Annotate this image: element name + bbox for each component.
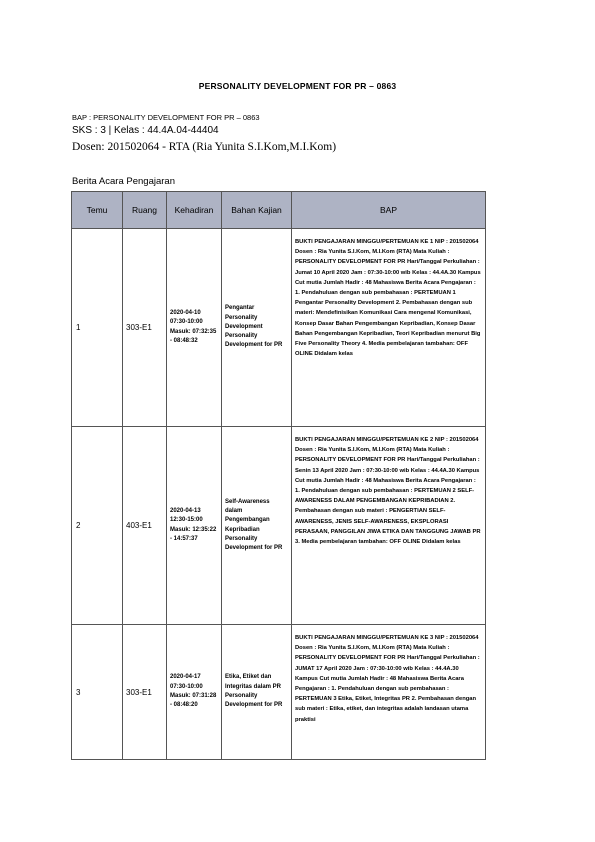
- table-row: [72, 625, 486, 760]
- cell-temu: 2: [72, 427, 123, 625]
- cell-bahan-kajian: Etika, Etiket dan Integritas dalam PR Personality Development for PR: [222, 625, 292, 760]
- header-bap: BAP: [292, 192, 486, 229]
- header-kehadiran: Kehadiran: [167, 192, 222, 229]
- page-title: PERSONALITY DEVELOPMENT FOR PR – 0863: [198, 81, 397, 91]
- lecturer-line: Dosen: 201502064 - RTA (Ria Yunita S.I.Kom,M.I.Kom): [72, 141, 337, 153]
- cell-temu: 3: [72, 625, 123, 760]
- teaching-report-table: [71, 191, 486, 760]
- cell-bap: BUKTI PENGAJARAN MINGGU/PERTEMUAN KE 3 NIP : 201502064 Dosen : Ria Yunita S.I.Kom, M.I.Kom (RTA) Mata Kuliah : PERSONALITY DEVELOPMENT FOR PR Hari/Tanggal Perkuliahan : JUMAT 17 April 2020 Jam : 07:30-10:00 wib Kelas : 44.4A.30 Kampus Cut mutia Jumlah Hadir : 48 Mahasiswa Berita Acara Pengajaran : 1. Pendahuluan dengan sub pembahasan : PERTEMUAN 3 Etika, Etiket, Integritas PR 2. Pembahasan dengan sub materi : Etika, etiket, dan integritas adalah landasan utama praktisi: [292, 625, 486, 760]
- cell-kehadiran: 2020-04-10 07:30-10:00 Masuk: 07:32:35 - 08:48:32: [167, 229, 222, 427]
- cell-ruang: 403-E1: [123, 427, 167, 625]
- cell-temu: 1: [72, 229, 123, 427]
- cell-bahan-kajian: Pengantar Personality Development Personality Development for PR: [222, 229, 292, 427]
- bap-course-line: BAP : PERSONALITY DEVELOPMENT FOR PR – 0863: [72, 113, 260, 122]
- sks-class-line: SKS : 3 | Kelas : 44.4A.04-44404: [72, 125, 219, 136]
- header-temu: Temu: [72, 192, 123, 229]
- table-row: [72, 427, 486, 625]
- cell-ruang: 303-E1: [123, 229, 167, 427]
- section-heading: Berita Acara Pengajaran: [72, 176, 175, 187]
- table-header-row: [72, 192, 486, 229]
- cell-kehadiran: 2020-04-13 12:30-15:00 Masuk: 12:35:22 - 14:57:37: [167, 427, 222, 625]
- cell-bap: BUKTI PENGAJARAN MINGGU/PERTEMUAN KE 1 NIP : 201502064 Dosen : Ria Yunita S.I.Kom, M.I.Kom (RTA) Mata Kuliah : PERSONALITY DEVELOPMENT FOR PR Hari/Tanggal Perkuliahan : Jumat 10 April 2020 Jam : 07:30-10:00 wib Kelas : 44.4A.30 Kampus Cut mutia Jumlah Hadir : 48 Mahasiswa Berita Acara Pengajaran : 1. Pendahuluan dengan sub pembahasan : PERTEMUAN 1 Pengantar Personality Development 2. Pembahasan dengan sub materi: Mendefinisikan Komunikasi Cara mengenal Komunikasi, Konsep Dasar Bahan Pengembangan Kepribadian, Konsep Dasar Bahan Pengembangan Kepribadian, Teori Kepribadian menurut Big Five Personality Theory 4. Media pembelajaran tambahan: OFF OLINE Didalam kelas: [292, 229, 486, 427]
- header-bahan-kajian: Bahan Kajian: [222, 192, 292, 229]
- cell-bap: BUKTI PENGAJARAN MINGGU/PERTEMUAN KE 2 NIP : 201502064 Dosen : Ria Yunita S.I.Kom, M.I.Kom (RTA) Mata Kuliah : PERSONALITY DEVELOPMENT FOR PR Hari/Tanggal Perkuliahan : Senin 13 April 2020 Jam : 07:30-10:00 wib Kelas : 44.4A.30 Kampus Cut mutia Jumlah Hadir : 48 Mahasiswa Berita Acara Pengajaran : 1. Pendahuluan dengan sub pembahasan : PERTEMUAN 2 SELF-AWARENESS DALAM PENGEMBANGAN KEPRIBADIAN 2. Pembahasan dengan sub materi : PENGERTIAN SELF-AWARENESS, JENIS SELF-AWARENESS, EKSPLORASI PERASAAN, PANGGILAN JIWA ETIKA DAN TANGGUNG JAWAB PR 3. Media pembelajaran tambahan: OFF OLINE Didalam kelas: [292, 427, 486, 625]
- cell-ruang: 303-E1: [123, 625, 167, 760]
- cell-kehadiran: 2020-04-17 07:30-10:00 Masuk: 07:31:28 - 08:48:20: [167, 625, 222, 760]
- cell-bahan-kajian: Self-Awareness dalam Pengembangan Kepribadian Personality Development for PR: [222, 427, 292, 625]
- header-ruang: Ruang: [123, 192, 167, 229]
- table-row: [72, 229, 486, 427]
